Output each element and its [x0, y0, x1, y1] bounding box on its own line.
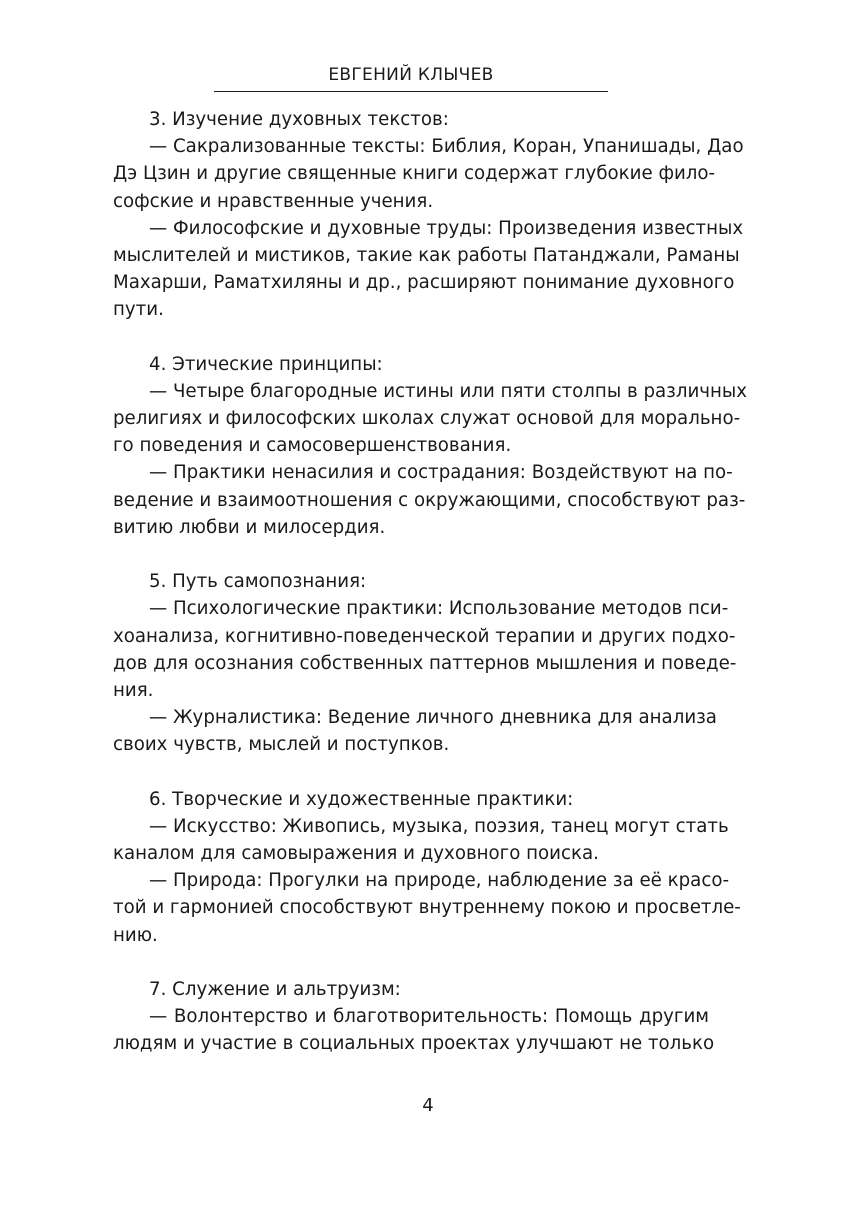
section — [113, 106, 744, 324]
paragraph-line: своих чувств, мыслей и поступков. — [113, 734, 450, 756]
paragraph — [113, 867, 741, 949]
section-gap — [113, 759, 709, 786]
section — [113, 976, 715, 1058]
paragraph-line: — Журналистика: Ведение личного дневника для анализа — [149, 707, 717, 729]
paragraph-line: витию любви и милосердия. — [113, 516, 386, 538]
paragraph-line: нию. — [113, 924, 158, 946]
section — [113, 786, 741, 949]
paragraph — [113, 595, 737, 704]
paragraph — [113, 215, 744, 324]
paragraph-line: Дэ Цзин и другие священные книги содержат глубокие фило- — [113, 163, 716, 185]
running-title: ЕВГЕНИЙ КЛЫЧЕВ — [328, 65, 494, 85]
paragraph-line: — Природа: Прогулки на природе, наблюдение за её красо- — [149, 870, 730, 892]
paragraph-line: софские и нравственные учения. — [113, 190, 434, 212]
paragraph-line: — Философские и духовные труды: Произведения известных — [149, 217, 744, 239]
paragraph-line: людям и участие в социальных проектах улучшают не только — [113, 1033, 715, 1055]
section-gap — [113, 949, 709, 976]
paragraph-line: — Искусство: Живопись, музыка, поэзия, танец могут стать — [149, 815, 729, 837]
paragraph-line: каналом для самовыражения и духовного поиска. — [113, 843, 599, 865]
paragraph-line: — Волонтерство и благотворительность: Помощь другим — [149, 1006, 709, 1028]
paragraph-line: — Практики ненасилия и сострадания: Воздействуют на по- — [149, 462, 733, 484]
section-heading: 3. Изучение духовных текстов: — [149, 109, 449, 130]
paragraph-line: религиях и философских школах служат основой для морально- — [113, 408, 741, 430]
paragraph-line: ведение и взаимоотношения с окружающими, способствуют раз- — [113, 489, 746, 511]
paragraph — [113, 133, 744, 215]
paragraph — [113, 704, 717, 758]
page-body — [113, 106, 748, 1058]
paragraph — [113, 459, 746, 541]
paragraph-line: ния. — [113, 679, 154, 701]
section-gap — [113, 541, 709, 568]
paragraph-line: дов для осознания собственных паттернов мышления и поведе- — [113, 652, 737, 674]
paragraph-line: пути. — [113, 299, 164, 321]
paragraph — [113, 1003, 715, 1057]
section-heading: 7. Служение и альтруизм: — [149, 979, 401, 1000]
paragraph-line: — Психологические практики: Использование методов пси- — [149, 598, 729, 620]
page-number: 4 — [422, 1095, 434, 1116]
section-heading: 6. Творческие и художественные практики: — [149, 788, 574, 810]
paragraph — [113, 813, 729, 867]
paragraph-line: хоанализа, когнитивно-поведенческой терапии и других подхо- — [113, 625, 736, 647]
paragraph-line: мыслителей и мистиков, такие как работы Патанджали, Раманы — [113, 244, 740, 266]
section — [113, 351, 748, 541]
section-heading: 4. Этические принципы: — [149, 353, 383, 375]
paragraph-line: той и гармонией способствуют внутреннему покою и просветле- — [113, 897, 741, 919]
paragraph-line: — Сакрализованные тексты: Библия, Коран, Упанишады, Дао — [149, 136, 744, 158]
section-gap — [113, 324, 709, 351]
section-heading: 5. Путь самопознания: — [149, 571, 367, 593]
paragraph-line: го поведения и самосовершенствования. — [113, 435, 512, 457]
paragraph — [113, 378, 748, 460]
header-rule — [214, 91, 608, 92]
paragraph-line: — Четыре благородные истины или пяти столпы в различных — [149, 380, 748, 402]
section — [113, 568, 737, 758]
paragraph-line: Махарши, Раматхиляны и др., расширяют понимание духовного — [113, 272, 735, 294]
